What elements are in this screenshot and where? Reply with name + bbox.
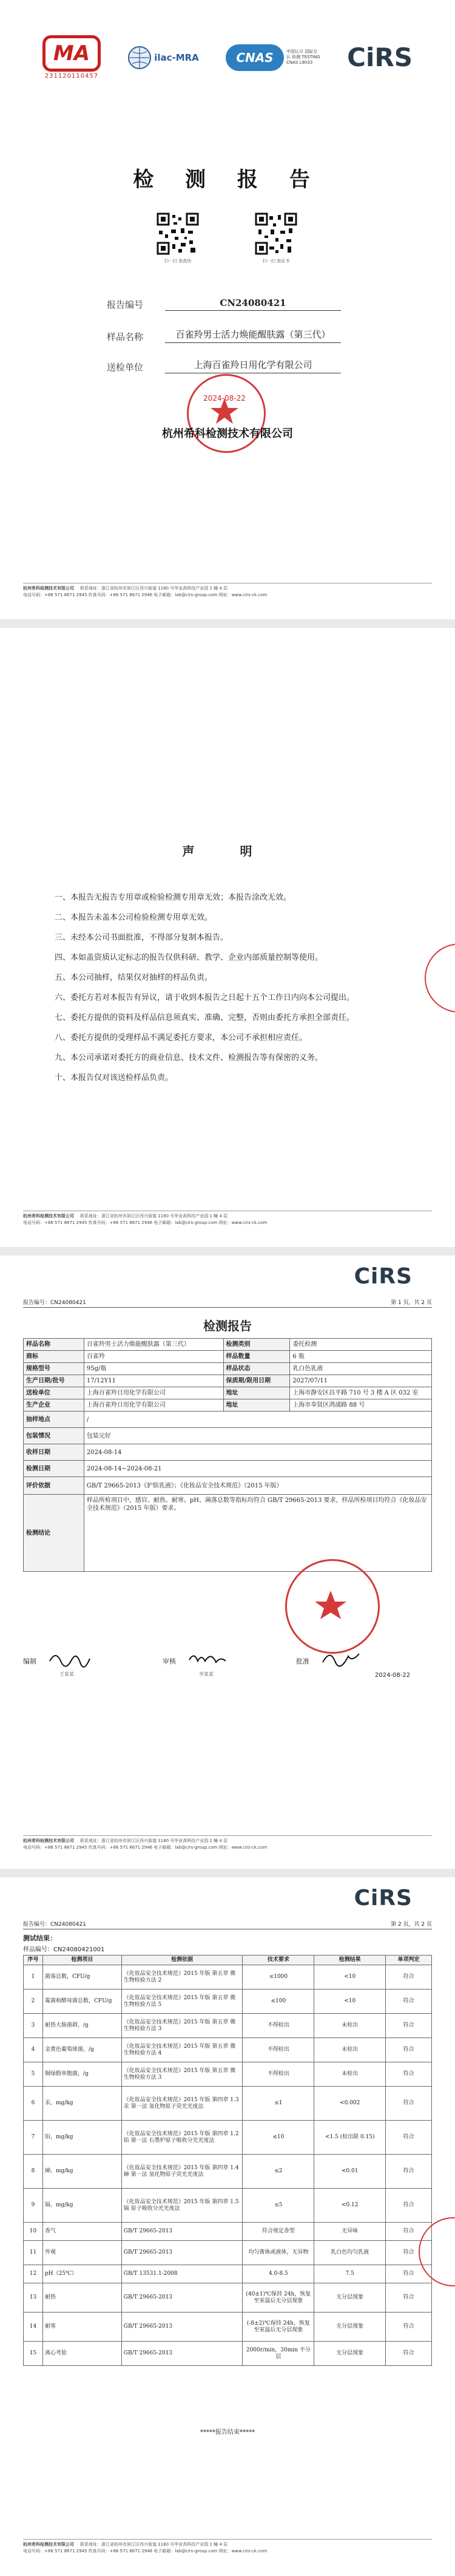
footer-contact: 电话号码：+86 571 8671 2945 传真号码：+86 571 8671 2946 电子邮箱：lab@cirs-group.com 网址：www.cirs-ck.com xyxy=(23,593,268,597)
table-cell: 香气 xyxy=(42,2223,121,2241)
declaration-page xyxy=(0,628,455,1247)
client-row xyxy=(107,358,341,373)
table-value: 2024-08-14~2024-08-21 xyxy=(84,1461,431,1477)
qr-code-icon[interactable] xyxy=(255,212,297,255)
table-cell: pH（25℃） xyxy=(42,2265,121,2283)
client-value: 上海百雀羚日用化学有限公司 xyxy=(165,358,341,373)
table-cell: 符合 xyxy=(386,2283,432,2313)
table-row xyxy=(24,1412,432,1428)
table-cell: 4 xyxy=(24,2038,43,2062)
table-cell: 《化妆品安全技术规范》2015 年版 第四章 1.4 砷 第一法 氢化物原子荧光光度法 xyxy=(121,2155,243,2189)
qr-verify-block xyxy=(157,212,199,264)
table-cell: GB/T 29665-2013 xyxy=(121,2223,243,2241)
table-cell: 11 xyxy=(24,2241,43,2265)
table-row xyxy=(24,2223,432,2241)
table-cell: 汞，mg/kg xyxy=(42,2087,121,2121)
declaration-item: 三、未经本公司书面批准，不得部分复制本报告。 xyxy=(55,933,229,942)
report-cover-page xyxy=(0,0,455,619)
table-cell: 符合 xyxy=(386,1990,432,2014)
table-key: 送检单位 xyxy=(24,1387,84,1399)
page-footer xyxy=(23,1211,432,1226)
declaration-item: 四、本如盖资质认定标志的报告仅供科研、教学、企业内部质量控制等使用。 xyxy=(55,953,323,962)
edge-seal-stamp xyxy=(425,943,455,1013)
table-cell: 4.0-8.5 xyxy=(243,2265,314,2283)
report-end-note: *****报告结束***** xyxy=(200,2429,255,2436)
table-cell: 符合 xyxy=(386,2038,432,2062)
ilac-mra-text: ilac-MRA xyxy=(154,52,199,63)
table-cell: 《化妆品安全技术规范》2015 年版 第五章 微生物检验方法 3 xyxy=(121,2062,243,2087)
table-value: 上海百雀羚日用化学有限公司 xyxy=(84,1399,223,1412)
page-separator xyxy=(0,1869,455,1877)
signature-prepared xyxy=(47,1648,96,1668)
header-page-number: 第 2 页，共 2 页 xyxy=(391,1922,432,1928)
table-cell: <0.002 xyxy=(314,2087,386,2121)
table-cell: 镉，mg/kg xyxy=(42,2189,121,2223)
page-header xyxy=(23,1298,432,1308)
table-cell: 无分层现象 xyxy=(314,2283,386,2313)
report-number-label: 报告编号 xyxy=(107,299,144,310)
table-cell: 符合 xyxy=(386,2265,432,2283)
prepared-name: 王某某 xyxy=(59,1671,74,1677)
column-header: 技术要求 xyxy=(243,1956,314,1965)
cnas-caption: 中国认可 国际互认 检测 TESTING CNAS L9033 xyxy=(286,49,320,65)
table-row xyxy=(24,1990,432,2014)
table-cell: GB/T 29665-2013 xyxy=(121,2241,243,2265)
table-cell: ≤5 xyxy=(243,2189,314,2223)
table-cell: 耐热 xyxy=(42,2283,121,2313)
header-page-number: 第 1 页，共 2 页 xyxy=(391,1300,432,1306)
table-cell: GB/T 29665-2013 xyxy=(121,2283,243,2313)
globe-icon xyxy=(127,46,152,70)
report-summary-page xyxy=(0,1256,455,1869)
table-cell: 7.5 xyxy=(314,2265,386,2283)
company-seal-stamp xyxy=(187,374,266,453)
declaration-item: 十、本报告仅对该送检样品负责。 xyxy=(55,1073,174,1082)
column-header: 序号 xyxy=(24,1956,43,1965)
table-cell: GB/T 13531.1-2008 xyxy=(121,2265,243,2283)
table-row xyxy=(24,2265,432,2283)
table-key: 样品数量 xyxy=(223,1351,290,1363)
cirs-logo-text: CiRS xyxy=(354,1264,413,1289)
table-cell: 符合 xyxy=(386,2155,432,2189)
company-name: 杭州希科检测技术有限公司 xyxy=(162,427,293,440)
table-key: 评价依据 xyxy=(24,1477,84,1495)
table-row xyxy=(24,2062,432,2087)
header-report-number: 报告编号：CN24080421 xyxy=(23,1300,86,1306)
signature-approved xyxy=(320,1648,369,1668)
table-row xyxy=(24,1399,432,1412)
approved-label: 批准 xyxy=(296,1657,309,1665)
footer-contact: 电话号码：+86 571 8671 2945 传真号码：+86 571 8671 2946 电子邮箱：lab@cirs-group.com 网址：www.cirs-ck.com xyxy=(23,2549,268,2554)
table-cell: ≤1000 xyxy=(243,1965,314,1990)
table-cell: 9 xyxy=(24,2189,43,2223)
table-key: 样品名称 xyxy=(24,1339,84,1351)
footer-company: 杭州希科检测技术有限公司 xyxy=(23,1838,74,1843)
sample-name-value: 百雀羚男士活力焕能醒肤露（第三代） xyxy=(165,328,341,343)
cma-logo xyxy=(42,35,101,80)
table-cell: 均匀膏体或液体，无异物 xyxy=(243,2241,314,2265)
prepared-label: 编制 xyxy=(23,1657,36,1665)
table-row xyxy=(24,2121,432,2155)
table-cell: 金黄色葡萄球菌，/g xyxy=(42,2038,121,2062)
sign-date: 2024-08-22 xyxy=(375,1672,411,1679)
reviewed-label: 审核 xyxy=(163,1657,176,1665)
table-cell: ≤1 xyxy=(243,2087,314,2121)
table-cell: 未检出 xyxy=(314,2038,386,2062)
footer-address: 联系地址：浙江省杭州市滨江区西兴街道 1180 号华业高科技产业园 1 幢 4 层 xyxy=(80,1214,228,1218)
cnas-logo xyxy=(226,44,320,71)
table-cell: <1.5 (检出限 0.15) xyxy=(314,2121,386,2155)
footer-company: 杭州希科检测技术有限公司 xyxy=(23,1214,74,1218)
table-cell: 耐热大肠菌群，/g xyxy=(42,2014,121,2038)
cnas-logo-text: CNAS xyxy=(236,50,274,65)
table-key: 收样日期 xyxy=(24,1444,84,1461)
table-row xyxy=(24,2014,432,2038)
table-cell: (40±1)℃保持 24h，恢复至室温后无分层现象 xyxy=(243,2283,314,2313)
table-key: 检测类别 xyxy=(223,1339,290,1351)
client-label: 送检单位 xyxy=(107,362,144,373)
table-key: 商标 xyxy=(24,1351,84,1363)
qr-code-icon[interactable] xyxy=(157,212,199,255)
table-cell: 《化妆品安全技术规范》2015 年版 第五章 微生物检验方法 2 xyxy=(121,1965,243,1990)
table-cell: 1 xyxy=(24,1965,43,1990)
footer-address: 联系地址：浙江省杭州市滨江区西兴街道 1180 号华业高科技产业园 1 幢 4 层 xyxy=(80,586,228,591)
table-value: 百雀羚 xyxy=(84,1351,223,1363)
table-row xyxy=(24,1444,432,1461)
test-seal-stamp xyxy=(285,1559,380,1654)
table-row xyxy=(24,2313,432,2342)
table-cell: 砷，mg/kg xyxy=(42,2155,121,2189)
table-cell: 《化妆品安全技术规范》2015 年版 第四章 1.3 汞 第一法 氢化物原子荧光光度法 xyxy=(121,2087,243,2121)
star-icon xyxy=(285,1559,376,1650)
table-row xyxy=(24,2087,432,2121)
sample-info-table xyxy=(23,1338,432,1572)
table-cell: ≤10 xyxy=(243,2121,314,2155)
table-row xyxy=(24,1363,432,1375)
table-cell: 《化妆品安全技术规范》2015 年版 第五章 微生物检验方法 5 xyxy=(121,1990,243,2014)
table-cell: 6 xyxy=(24,2087,43,2121)
reviewed-name: 李某某 xyxy=(199,1671,214,1677)
cirs-logo-text: CiRS xyxy=(354,1886,413,1911)
table-key: 地址 xyxy=(223,1399,290,1412)
table-value: 样品所检项目中，感官、耐热、耐寒、pH、菌落总数等指标均符合 GB/T 29665-2013 要求，样品所检项目均符合《化妆品安全技术规范》（2015 年版）要求。 xyxy=(84,1495,431,1572)
table-cell: 10 xyxy=(24,2223,43,2241)
table-cell: 符合 xyxy=(386,2121,432,2155)
cirs-logo xyxy=(347,42,413,72)
table-value: 17/12Y11 xyxy=(84,1375,223,1387)
table-row xyxy=(24,1387,432,1399)
test-results-table xyxy=(23,1955,432,2366)
table-cell: 《化妆品安全技术规范》2015 年版 第四章 1.2 铅 第一法 石墨炉原子吸收分光光度法 xyxy=(121,2121,243,2155)
table-cell: 霉菌和酵母菌总数，CFU/g xyxy=(42,1990,121,2014)
footer-contact: 电话号码：+86 571 8671 2945 传真号码：+86 571 8671 2946 电子邮箱：lab@cirs-group.com 网址：www.cirs-ck.com xyxy=(23,1220,268,1225)
table-row xyxy=(24,2155,432,2189)
cirs-logo-text: CiRS xyxy=(347,42,413,72)
table-cell: 铅，mg/kg xyxy=(42,2121,121,2155)
page-separator xyxy=(0,1247,455,1256)
column-header: 检测项目 xyxy=(42,1956,121,1965)
table-value: 乳白色乳液 xyxy=(290,1363,432,1375)
certification-logo-bar xyxy=(42,35,413,80)
table-cell: 7 xyxy=(24,2121,43,2155)
table-key: 抽样地点 xyxy=(24,1412,84,1428)
table-cell: 不得检出 xyxy=(243,2062,314,2087)
table-cell: 《化妆品安全技术规范》2015 年版 第四章 1.5 镉 原子吸收分光光度法 xyxy=(121,2189,243,2223)
table-row xyxy=(24,2038,432,2062)
column-header: 检测依据 xyxy=(121,1956,243,1965)
table-cell: 13 xyxy=(24,2283,43,2313)
table-row xyxy=(24,1461,432,1477)
table-cell: 符合 xyxy=(386,2189,432,2223)
table-cell: 不得检出 xyxy=(243,2014,314,2038)
footer-address: 联系地址：浙江省杭州市滨江区西兴街道 1180 号华业高科技产业园 1 幢 4 层 xyxy=(80,1838,228,1843)
test-results-page xyxy=(0,1877,455,2576)
table-row xyxy=(24,1428,432,1444)
table-key: 地址 xyxy=(223,1387,290,1399)
table-key: 生产日期/批号 xyxy=(24,1375,84,1387)
table-cell: (-8±2)℃保持 24h，恢复至室温后无分层现象 xyxy=(243,2313,314,2342)
table-cell: 未检出 xyxy=(314,2014,386,2038)
cma-number: 231120110457 xyxy=(44,73,99,80)
table-value: 百雀羚男士活力焕能醒肤露（第三代） xyxy=(84,1339,223,1351)
table-cell: 符合 xyxy=(386,2342,432,2366)
table-cell: 14 xyxy=(24,2313,43,2342)
table-value: 上海市静安区昌平路 710 号 3 楼 A 区 032 室 xyxy=(290,1387,432,1399)
qr-verify-caption: 扫一扫 查真伪 xyxy=(164,259,192,263)
table-key: 生产企业 xyxy=(24,1399,84,1412)
table-value: 6 瓶 xyxy=(290,1351,432,1363)
table-cell: 离心考验 xyxy=(42,2342,121,2366)
table-row xyxy=(24,2241,432,2265)
table-row xyxy=(24,1339,432,1351)
table-row xyxy=(24,1965,432,1990)
summary-title: 检测报告 xyxy=(203,1319,252,1333)
table-cell: ≤2 xyxy=(243,2155,314,2189)
page-footer xyxy=(23,1835,432,1851)
table-cell: <10 xyxy=(314,1965,386,1990)
sample-name-row xyxy=(107,328,341,343)
declaration-item: 八、委托方提供的受理样品不满足委托方要求，本公司不承担相应责任。 xyxy=(55,1033,308,1042)
declaration-item: 九、本公司承诺对委托方的商业信息、技术文件、检测报告等有保密的义务。 xyxy=(55,1053,323,1062)
declaration-item: 七、委托方提供的资料及样品信息须真实、准确、完整，否则由委托方承担全部责任。 xyxy=(55,1013,355,1022)
report-title: 检 测 报 告 xyxy=(133,168,322,192)
table-cell: GB/T 29665-2013 xyxy=(121,2313,243,2342)
stamp-date: 2024-08-22 xyxy=(203,394,246,403)
table-cell: 外观 xyxy=(42,2241,121,2265)
footer-company: 杭州希科检测技术有限公司 xyxy=(23,2542,74,2547)
table-value: 95g/瓶 xyxy=(84,1363,223,1375)
table-cell: 符合 xyxy=(386,2062,432,2087)
declaration-item: 六、委托方若对本报告有异议，请于收到本报告之日起十五个工作日内向本公司提出。 xyxy=(55,993,355,1002)
table-cell: 符合 xyxy=(386,2087,432,2121)
column-header: 单项判定 xyxy=(386,1956,432,1965)
qr-certificate-caption: 扫一扫 查证书 xyxy=(262,259,290,263)
signature-reviewed xyxy=(187,1648,235,1668)
table-cell: 15 xyxy=(24,2342,43,2366)
signature-block xyxy=(23,1644,432,1687)
page-footer xyxy=(23,583,432,599)
table-row xyxy=(24,2342,432,2366)
declaration-title: 声 明 xyxy=(182,844,273,858)
table-value: / xyxy=(84,1412,431,1428)
table-key: 包装情况 xyxy=(24,1428,84,1444)
table-cell: 耐寒 xyxy=(42,2313,121,2342)
table-cell: GB/T 29665-2013 xyxy=(121,2342,243,2366)
declaration-item: 二、本报告未盖本公司检验检测专用章无效。 xyxy=(55,913,213,922)
table-cell: 8 xyxy=(24,2155,43,2189)
table-cell: 3 xyxy=(24,2014,43,2038)
table-cell: 无分层现象 xyxy=(314,2313,386,2342)
table-cell: 菌落总数，CFU/g xyxy=(42,1965,121,1990)
table-value: 上海市奉贤区鸿浦路 88 号 xyxy=(290,1399,432,1412)
table-row xyxy=(24,1375,432,1387)
table-key: 检测结论 xyxy=(24,1495,84,1572)
table-cell: 5 xyxy=(24,2062,43,2087)
column-header: 检测结果 xyxy=(314,1956,386,1965)
table-cell: 2000r/min，30min 不分层 xyxy=(243,2342,314,2366)
table-value: GB/T 29665-2013《护肤乳液》；《化妆品安全技术规范》（2015 年版） xyxy=(84,1477,431,1495)
table-key: 规格型号 xyxy=(24,1363,84,1375)
ilac-mra-logo xyxy=(127,46,199,70)
report-number-value: CN24080421 xyxy=(165,297,341,311)
table-cell: 不得检出 xyxy=(243,2038,314,2062)
sample-name-label: 样品名称 xyxy=(107,331,144,342)
table-cell: 未检出 xyxy=(314,2062,386,2087)
table-header-row xyxy=(24,1956,432,1965)
table-cell: 符合 xyxy=(386,2241,432,2265)
table-cell: <10 xyxy=(314,1990,386,2014)
table-cell: 2 xyxy=(24,1990,43,2014)
table-value: 包装完好 xyxy=(84,1428,431,1444)
results-section-title: 测试结果： xyxy=(23,1934,56,1942)
table-cell: 无异味 xyxy=(314,2223,386,2241)
header-report-number: 报告编号：CN24080421 xyxy=(23,1922,86,1928)
declaration-item: 一、本报告无报告专用章或检验检测专用章无效；本报告涂改无效。 xyxy=(55,893,292,902)
table-value: 上海百雀羚日用化学有限公司 xyxy=(84,1387,223,1399)
table-cell: <0.12 xyxy=(314,2189,386,2223)
table-cell: 12 xyxy=(24,2265,43,2283)
table-value: 委托检测 xyxy=(290,1339,432,1351)
table-row xyxy=(24,2283,432,2313)
table-cell: 符合 xyxy=(386,2313,432,2342)
declaration-item: 五、本公司抽样，结果仅对抽样的样品负责。 xyxy=(55,973,213,982)
table-cell: 无分层现象 xyxy=(314,2342,386,2366)
table-cell: 《化妆品安全技术规范》2015 年版 第五章 微生物检验方法 4 xyxy=(121,2038,243,2062)
page-footer xyxy=(23,2539,432,2555)
table-key: 检测日期 xyxy=(24,1461,84,1477)
page-header xyxy=(23,1920,432,1929)
table-value: 2027/07/11 xyxy=(290,1375,432,1387)
table-cell: 符合 xyxy=(386,2014,432,2038)
cma-logo-text: MA xyxy=(53,41,90,66)
table-cell: 乳白色均匀乳液 xyxy=(314,2241,386,2265)
qr-certificate-block xyxy=(255,212,297,264)
footer-company: 杭州希科检测技术有限公司 xyxy=(23,586,74,591)
table-row xyxy=(24,1351,432,1363)
table-row xyxy=(24,2189,432,2223)
table-value: 2024-08-14 xyxy=(84,1444,431,1461)
footer-address: 联系地址：浙江省杭州市滨江区西兴街道 1180 号华业高科技产业园 1 幢 4 层 xyxy=(80,2542,228,2547)
table-cell: 《化妆品安全技术规范》2015 年版 第五章 微生物检验方法 3 xyxy=(121,2014,243,2038)
table-cell: 符合规定香型 xyxy=(243,2223,314,2241)
footer-contact: 电话号码：+86 571 8671 2945 传真号码：+86 571 8671 2946 电子邮箱：lab@cirs-group.com 网址：www.cirs-ck.com xyxy=(23,1845,268,1850)
sample-number: 样品编号：CN24080421001 xyxy=(23,1946,105,1953)
table-row xyxy=(24,1477,432,1495)
table-key: 保质期/限用日期 xyxy=(223,1375,290,1387)
declaration-list xyxy=(55,888,419,1088)
page-separator xyxy=(0,619,455,628)
report-number-row xyxy=(107,297,341,311)
table-key: 样品状态 xyxy=(223,1363,290,1375)
table-cell: 符合 xyxy=(386,2223,432,2241)
table-cell: ≤100 xyxy=(243,1990,314,2014)
table-cell: <0.01 xyxy=(314,2155,386,2189)
table-cell: 符合 xyxy=(386,1965,432,1990)
table-cell: 铜绿假单胞菌，/g xyxy=(42,2062,121,2087)
